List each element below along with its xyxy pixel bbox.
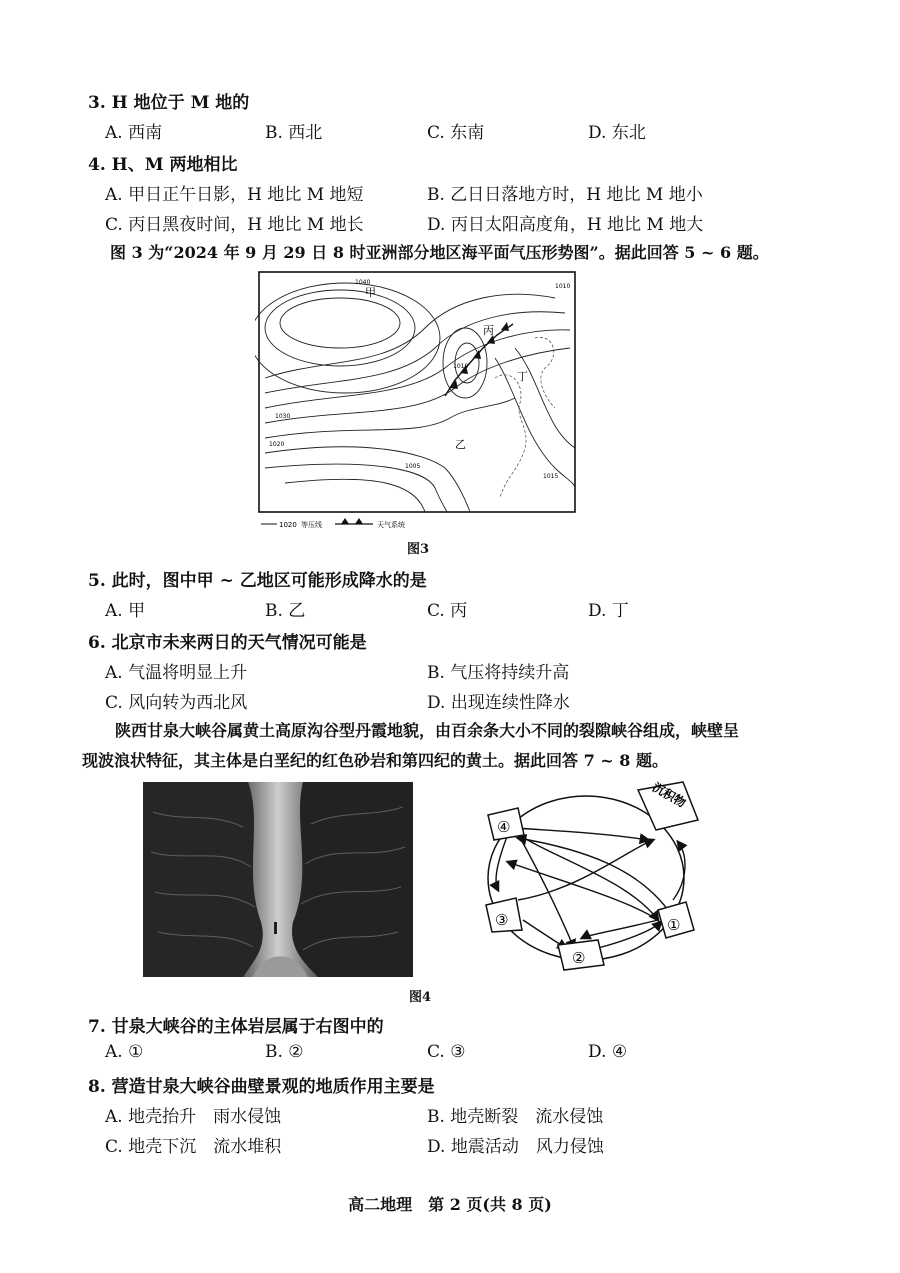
- figure-4-caption: 图4: [409, 990, 432, 1005]
- legend-front-text: 天气系统: [377, 521, 405, 529]
- intro-5-6: 图 3 为“2024 年 9 月 29 日 8 时亚洲部分地区海平面气压形势图”。据此回答 5 ~ 6 题。: [110, 243, 769, 262]
- question-8-stem: 8. 营造甘泉大峡谷曲壁景观的地质作用主要是: [88, 1077, 435, 1097]
- q5-option-d: D. 丁: [588, 601, 629, 621]
- q5-option-a: A. 甲: [105, 601, 146, 621]
- cycle-arrows: [496, 828, 685, 948]
- q3-option-a: A. 西南: [105, 123, 163, 143]
- isobar-value-2: 1020: [269, 441, 285, 448]
- q7-option-d: D. ④: [588, 1042, 628, 1062]
- question-4-stem: 4. H、M 两地相比: [88, 155, 238, 175]
- legend-isobar-value: 1020: [279, 521, 297, 529]
- node-3: [486, 898, 522, 932]
- isobar-value-6: 1015: [543, 473, 559, 480]
- q7-option-c: C. ③: [427, 1042, 466, 1062]
- legend-isobar-text: 等压线: [301, 521, 322, 529]
- q5-option-b: B. 乙: [265, 601, 306, 621]
- question-6-stem: 6. 北京市未来两日的天气情况可能是: [88, 633, 367, 653]
- page-footer: 高二地理 第 2 页(共 8 页): [348, 1195, 552, 1214]
- q8-option-d: D. 地震活动 风力侵蚀: [427, 1137, 604, 1157]
- q3-option-d: D. 东北: [588, 123, 646, 143]
- label-yi: 乙: [455, 438, 466, 451]
- q6-option-a: A. 气温将明显上升: [105, 663, 248, 683]
- intro-7-8-line1: 陕西甘泉大峡谷属黄土高原沟谷型丹霞地貌，由百余条大小不同的裂隙峡谷组成，峡壁呈: [115, 721, 740, 740]
- isobar-value-3: 1030: [275, 413, 291, 420]
- map-frame: [259, 272, 575, 512]
- q7-option-b: B. ②: [265, 1042, 304, 1062]
- question-3-stem: 3. H 地位于 M 地的: [88, 93, 250, 113]
- label-node-2: ②: [572, 949, 586, 967]
- label-node-4: ④: [497, 818, 511, 836]
- question-7-stem: 7. 甘泉大峡谷的主体岩层属于右图中的: [88, 1017, 384, 1037]
- q3-option-c: C. 东南: [427, 123, 485, 143]
- label-ding: 丁: [517, 370, 528, 383]
- q4-option-d: D. 丙日太阳高度角，H 地比 M 地大: [427, 215, 704, 235]
- label-sediment: 沉积物: [649, 780, 689, 811]
- label-bing: 丙: [483, 324, 494, 337]
- label-node-1: ①: [667, 916, 681, 934]
- label-node-3: ③: [495, 911, 509, 929]
- q4-option-b: B. 乙日日落地方时，H 地比 M 地小: [427, 185, 703, 205]
- node-4: [488, 808, 524, 840]
- isobar-value-1: 1040: [355, 279, 371, 286]
- q4-option-c: C. 丙日黑夜时间，H 地比 M 地长: [105, 215, 364, 235]
- isobar-value-4: 1005: [405, 463, 421, 470]
- node-1: [658, 902, 694, 938]
- q8-option-c: C. 地壳下沉 流水堆积: [105, 1137, 282, 1157]
- rock-cycle-diagram: [478, 770, 708, 980]
- q8-option-b: B. 地壳断裂 流水侵蚀: [427, 1107, 604, 1127]
- figure-3-pressure-map: [255, 268, 580, 533]
- q4-option-a: A. 甲日正午日影，H 地比 M 地短: [105, 185, 364, 205]
- q6-option-b: B. 气压将持续升高: [427, 663, 570, 683]
- node-2: [558, 940, 604, 970]
- canyon-photo: [143, 782, 413, 977]
- question-5-stem: 5. 此时，图中甲 ~ 乙地区可能形成降水的是: [88, 571, 427, 591]
- intro-7-8-line2: 现波浪状特征，其主体是白垩纪的红色砂岩和第四纪的黄土。据此回答 7 ~ 8 题。: [82, 751, 668, 770]
- q8-option-a: A. 地壳抬升 雨水侵蚀: [105, 1107, 282, 1127]
- q7-option-a: A. ①: [105, 1042, 144, 1062]
- q6-option-d: D. 出现连续性降水: [427, 693, 570, 713]
- figure-3-caption: 图3: [407, 542, 430, 557]
- isobar-value-7: 1010: [555, 283, 571, 290]
- isobar-value-5: 1010: [453, 363, 469, 370]
- q3-option-b: B. 西北: [265, 123, 323, 143]
- node-sediment: [638, 779, 698, 830]
- q6-option-c: C. 风向转为西北风: [105, 693, 248, 713]
- q5-option-c: C. 丙: [427, 601, 468, 621]
- label-jia: 甲: [365, 286, 376, 299]
